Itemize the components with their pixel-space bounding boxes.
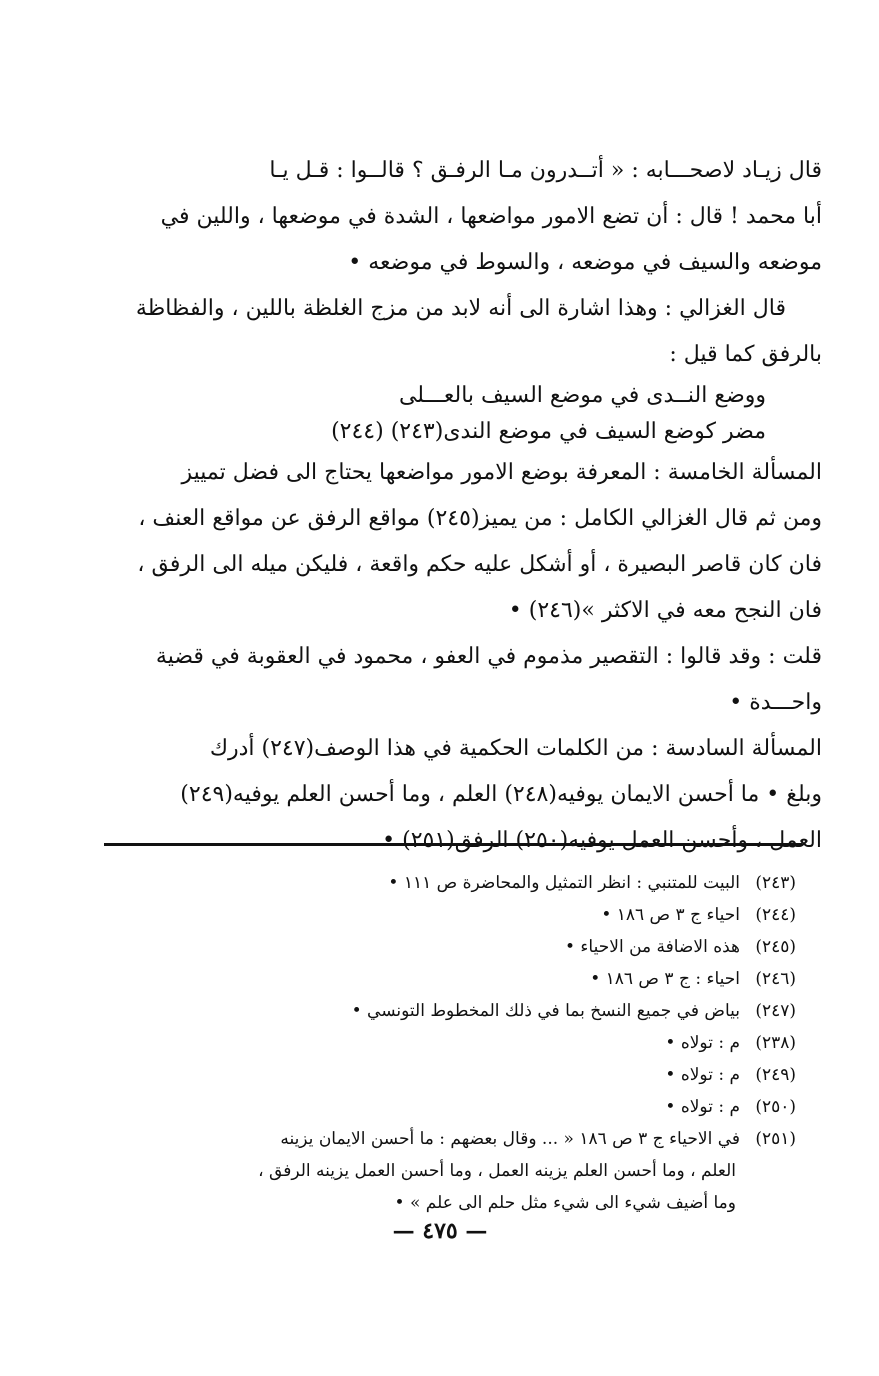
footnote-number: (٢٣٨) [755,1033,796,1053]
footnote-item [96,931,796,963]
text-line: فان كان قاصر البصيرة ، أو أشكل عليه حكم واقعة ، فليكن ميله الى الرفق ، [137,552,822,577]
text-line: قال زيـاد لاصحـــابه : « أتــدرون مـا الرفـق ؟ قالــوا : قـل يـا [269,158,822,183]
footnote-text: في الاحياء ج ٣ ص ١٨٦ « ... وقال بعضهم : ما أحسن الايمان يزينه [280,1129,740,1149]
footnote-number: (٢٥١) [755,1129,796,1149]
footnote-text: احياء : ج ٣ ص ١٨٦ • [590,969,740,989]
footnote-number: (٢٤٥) [755,937,796,957]
verse-line: ووضع النــدى في موضع السيف بالعـــلى [398,383,766,408]
text-line: أبا محمد ! قال : أن تضع الامور مواضعها ، الشدة في موضعها ، واللين في [160,204,822,229]
footnote-item [96,867,796,899]
footnote-item [96,1123,796,1155]
footnote-item [96,995,796,1027]
text-line: ومن ثم قال الغزالي الكامل : من يميز(٢٤٥) مواقع الرفق عن مواقع العنف ، [138,506,822,531]
text-line: المسألة الخامسة : المعرفة بوضع الامور مواضعها يحتاج الى فضل تمييز [181,460,822,485]
footnote-item [96,1027,796,1059]
footnote-number: (٢٤٦) [755,969,796,989]
footnotes [96,867,796,1219]
footnote-continuation: العلم ، وما أحسن العلم يزينه العمل ، وما أحسن العمل يزينه الرفق ، [258,1161,736,1181]
footnote-item [96,1059,796,1091]
footnote-text: م : تولاه • [665,1065,740,1085]
footnote-text: هذه الاضافة من الاحياء • [565,937,740,957]
text-line: واحـــدة • [729,690,822,715]
text-line: العمل ، وأحسن العمل يوفيه(٢٥٠) الرفق(٢٥١) • [382,828,822,853]
footnote-text: م : تولاه • [665,1097,740,1117]
main-text [112,148,822,864]
footnote-item [96,963,796,995]
footnote-item [96,1091,796,1123]
verse-line: مضر كوضع السيف في موضع الندى(٢٤٣) (٢٤٤) [331,419,766,444]
text-line: بالرفق كما قيل : [669,342,822,367]
text-line: قال الغزالي : وهذا اشارة الى أنه لابد من مزج الغلظة باللين ، والفظاظة [135,296,786,321]
footnote-divider [104,843,802,846]
text-line: وبلغ • ما أحسن الايمان يوفيه(٢٤٨) العلم ، وما أحسن العلم يوفيه(٢٤٩) [180,782,822,807]
footnote-text: بياض في جميع النسخ بما في ذلك المخطوط التونسي • [351,1001,740,1021]
footnote-text: م : تولاه • [665,1033,740,1053]
page-number: — ٤٧٥ — [392,1218,488,1244]
footnote-item [96,899,796,931]
footnote-number: (٢٤٣) [755,873,796,893]
footnote-number: (٢٤٩) [755,1065,796,1085]
footnote-text: احياء ج ٣ ص ١٨٦ • [601,905,740,925]
footnote-number: (٢٤٧) [755,1001,796,1021]
text-line: موضعه والسيف في موضعه ، والسوط في موضعه • [348,250,822,275]
text-line: قلت : وقد قالوا : التقصير مذموم في العفو ، محمود في العقوبة في قضية [155,644,822,669]
footnote-number: (٢٤٤) [755,905,796,925]
text-line: فان النجح معه في الاكثر »(٢٤٦) • [508,598,822,623]
footnote-continuation: وما أضيف شيء الى شيء مثل حلم الى علم » • [394,1193,736,1213]
footnote-text: البيت للمتنبي : انظر التمثيل والمحاضرة ص ١١١ • [388,873,740,893]
text-line: المسألة السادسة : من الكلمات الحكمية في هذا الوصف(٢٤٧) أدرك [209,736,822,761]
footnote-number: (٢٥٠) [755,1097,796,1117]
